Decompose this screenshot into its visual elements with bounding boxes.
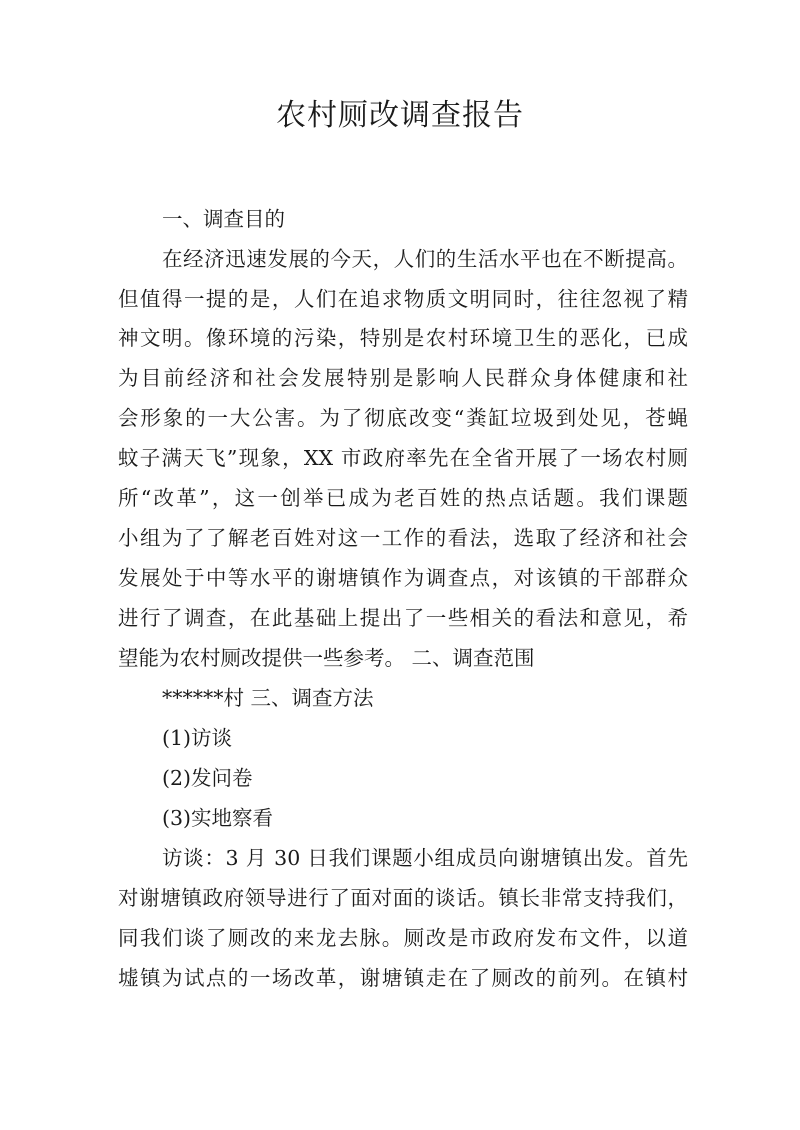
paragraph-line: 发展处于中等水平的谢塘镇作为调查点，对该镇的干部群众 <box>118 566 688 590</box>
paragraph-line: 访谈：3 月 30 日我们课题小组成员向谢塘镇出发。首先 <box>162 846 688 870</box>
paragraph-line: 所“改革”，这一创举已成为老百姓的热点话题。我们课题 <box>118 486 688 510</box>
method-item: (2)发问卷 <box>162 766 253 790</box>
method-item: (3)实地察看 <box>162 806 274 830</box>
paragraph-line: 进行了调查，在此基础上提出了一些相关的看法和意见，希 <box>118 606 688 630</box>
paragraph-line: 神文明。像环境的污染，特别是农村环境卫生的恶化，已成 <box>118 326 688 350</box>
paragraph-line: 墟镇为试点的一场改革，谢塘镇走在了厕改的前列。在镇村 <box>118 966 688 990</box>
paragraph-line: 为目前经济和社会发展特别是影响人民群众身体健康和社 <box>118 366 688 390</box>
paragraph-line: 同我们谈了厕改的来龙去脉。厕改是市政府发布文件，以道 <box>118 926 688 950</box>
paragraph-line: 对谢塘镇政府领导进行了面对面的谈话。镇长非常支持我们， <box>118 886 688 910</box>
paragraph-line: 会形象的一大公害。为了彻底改变“粪缸垃圾到处见，苍蝇 <box>118 406 688 430</box>
paragraph-line: 小组为了了解老百姓对这一工作的看法，选取了经济和社会 <box>118 526 688 550</box>
section-heading-purpose: 一、调查目的 <box>162 207 285 231</box>
scope-and-method-line: ******村 三、调查方法 <box>162 686 374 710</box>
method-item: (1)访谈 <box>162 726 233 750</box>
paragraph-line: 但值得一提的是，人们在追求物质文明同时，往往忽视了精 <box>118 287 688 311</box>
document-title: 农村厕改调查报告 <box>276 98 524 133</box>
paragraph-line: 望能为农村厕改提供一些参考。 二、调查范围 <box>118 646 535 670</box>
paragraph-line: 在经济迅速发展的今天，人们的生活水平也在不断提高。 <box>162 247 688 271</box>
paragraph-line: 蚊子满天飞”现象，XX 市政府率先在全省开展了一场农村厕 <box>118 446 688 470</box>
